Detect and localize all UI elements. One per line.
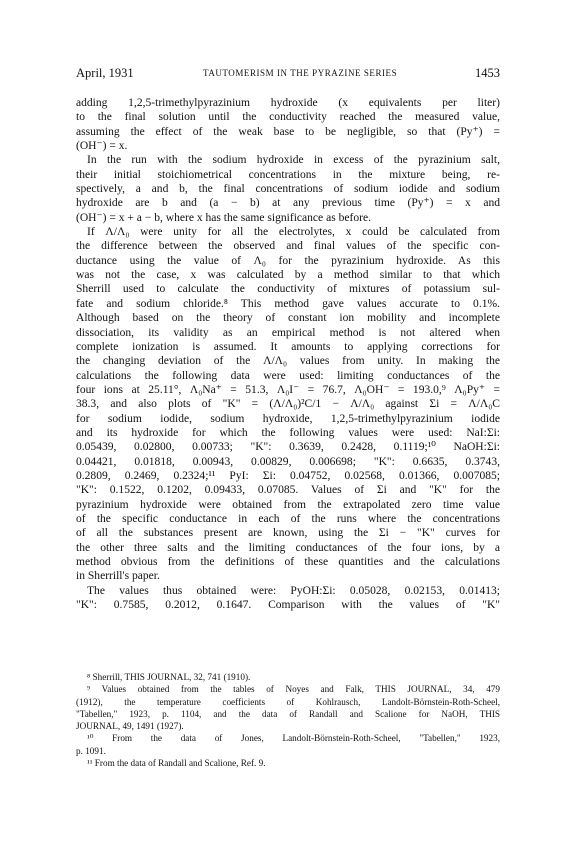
header-date: April, 1931 [76, 66, 134, 80]
text-line: was not the case, x was calculated by a method similar to that which [76, 269, 500, 282]
text-line: dissociation, its validity as an empirical method is not altered when [76, 326, 500, 339]
text-line: spectively, a and b, the final concentrations of sodium iodide and sodium [76, 183, 500, 196]
page-number: 1453 [475, 66, 500, 80]
text-line: fate and sodium chloride.⁸ This method gave values accurate to 0.1%. [76, 297, 500, 310]
footnote-line: (1912), the temperature coefficients of Kohlrausch, Landolt-Börnstein-Roth-Scheel, [76, 696, 500, 707]
footnote-line: ⁸ Sherrill, THIS JOURNAL, 32, 741 (1910). [87, 672, 251, 682]
footnote-line: ¹⁰ From the data of Jones, Landolt-Börnstein-Roth-Scheel, "Tabellen," 1923, [87, 733, 500, 744]
text-line: If Λ/Λ₀ were unity for all the electrolytes, x could be calculated from [87, 226, 500, 239]
text-line: to the final solution until the conductivity reached the measured value, [76, 111, 500, 124]
text-line: Although based on the theory of constant ion mobility and incomplete [76, 312, 500, 325]
text-line: ductance using the value of Λ₀ for the pyrazinium hydroxide. As this [76, 254, 500, 267]
text-line: The values thus obtained were: PyOH:Σi: 0.05028, 0.02153, 0.01413; [87, 584, 500, 597]
page-header [76, 66, 500, 82]
text-line: their initial stoichiometrical concentrations in the mixture being, re- [76, 168, 500, 181]
text-line: four ions at 25.11°, Λ₀Na⁺ = 51.3, Λ₀I⁻ = 76.7, Λ₀OH⁻ = 193.0,⁹ Λ₀Py⁺ = [76, 383, 500, 396]
text-line: (OH⁻) = x. [76, 140, 128, 153]
text-line: 38.3, and also plots of "K" = (Λ/Λ₀)²C/1 − Λ/Λ₀ against Σi = Λ/Λ₀C [76, 398, 500, 411]
text-line: Sherrill used to calculate the conductivity of mixtures of potassium sul- [76, 283, 500, 296]
text-line: 0.04421, 0.01818, 0.00943, 0.00829, 0.006698; "K": 0.6635, 0.3743, [76, 455, 500, 468]
text-line: hydroxide are b and (a − b) at any previous time (Py⁺) = x and [76, 197, 500, 210]
text-line: method obvious from the definitions of these quantities and the calculations [76, 556, 500, 568]
text-line: of the specific conductance in each of the runs where the concentrations [76, 512, 500, 525]
footnote-line: ¹¹ From the data of Randall and Scalione, Ref. 9. [87, 758, 266, 769]
text-line: and its hydroxide for which the following values were used: NaI:Σi: [76, 426, 500, 439]
text-line: pyrazinium hydroxide were obtained from the extrapolated zero time value [76, 498, 500, 511]
text-line: the difference between the observed and final values of the specific con- [76, 240, 500, 253]
text-line: 0.2809, 0.2469, 0.2324;¹¹ PyI: Σi: 0.04752, 0.02568, 0.01366, 0.007085; [76, 469, 500, 482]
text-line: adding 1,2,5-trimethylpyrazinium hydroxide (x equivalents per liter) [76, 97, 500, 109]
footnote-line: ⁹ Values obtained from the tables of Noyes and Falk, THIS JOURNAL, 34, 479 [87, 684, 500, 695]
text-line: the changing deviation of the Λ/Λ₀ values from unity. In making the [76, 355, 500, 368]
text-line: 0.05439, 0.02800, 0.00733; "K": 0.3639, 0.2428, 0.1119;¹⁰ NaOH:Σi: [76, 441, 500, 454]
text-line: for sodium iodide, sodium hydroxide, 1,2,5-trimethylpyrazinium iodide [76, 412, 500, 425]
footnote-line: p. 1091. [76, 745, 106, 756]
text-line: calculations the following data were used: limiting conductances of the [76, 369, 500, 382]
text-line: In the run with the sodium hydroxide in excess of the pyrazinium salt, [87, 154, 500, 167]
body-text [76, 96, 500, 612]
text-line: (OH⁻) = x + a − b, where x has the same significance as before. [76, 211, 371, 224]
text-line: "K": 0.7585, 0.2012, 0.1647. Comparison with the values of "K" [76, 599, 500, 612]
running-title: TAUTOMERISM IN THE PYRAZINE SERIES [203, 68, 398, 78]
footnotes [76, 671, 500, 769]
text-line: "K": 0.1522, 0.1202, 0.09433, 0.07085. Values of Σi and "K" for the [76, 484, 500, 497]
text-line: of all the substances present are known, using the Σi − "K" curves for [76, 527, 500, 540]
footnote-line: JOURNAL, 49, 1491 (1927). [76, 721, 184, 732]
text-line: the other three salts and the limiting conductances of the four ions, by a [76, 541, 500, 554]
text-line: complete ionization is assumed. It amounts to applying corrections for [76, 340, 500, 353]
text-line: assuming the effect of the weak base to be negligible, so that (Py⁺) = [76, 125, 500, 138]
footnote-line: "Tabellen," 1923, p. 1104, and the data of Randall and Scalione for NaOH, THIS [76, 708, 500, 719]
text-line: in Sherrill's paper. [76, 570, 160, 583]
